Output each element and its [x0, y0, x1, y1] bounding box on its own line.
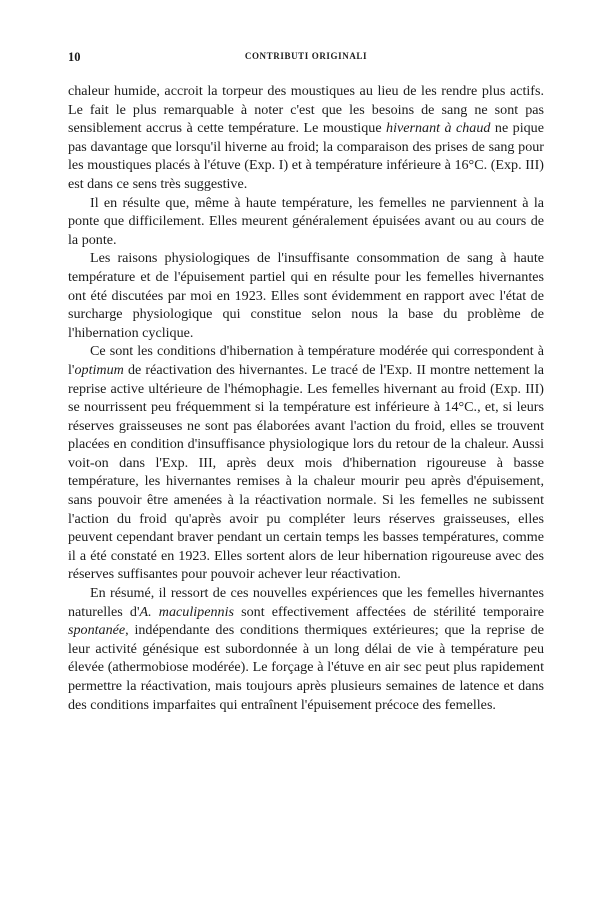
- text-run: sont effectivement affectées de stérilité temporaire: [233, 603, 544, 620]
- text-run: ne pique pas davantage que lorsqu'il hiverne au froid; la comparaison des prises de sang pour les moustiques placés à l'étuve (Exp. I) et à température inférieure à 16°C. (Exp. III) est dans ce sens très suggestive.: [68, 120, 544, 192]
- paragraph: [68, 584, 544, 714]
- text-run: Les raisons physiologiques de l'insuffisante consommation de sang à haute température et de l'épuisement partiel qui en résulte pour les femelles hivernantes ont été discutées par moi en 1923. Elles sont évidemment en rapport avec l'état de surcharge physiologique qui constitue selon nous la base du problème de l'hibernation cyclique.: [68, 250, 544, 341]
- text-run: Ce sont les conditions d'hibernation à température modérée qui correspondent à l': [68, 343, 544, 378]
- text-run: En résumé, il ressort de ces nouvelles expériences que les femelles hivernantes naturelles d': [68, 585, 544, 620]
- paragraph: [68, 194, 544, 250]
- text-run: de réactivation des hivernantes. Le tracé de l'Exp. II montre nettement la reprise active ultérieure de l'hémophagie. Les femelles hivernant au froid (Exp. III) se nourrissent peu fréquemment si la température est inférieure à 14°C., et, si leurs réserves graisseuses ne sont pas élaborées avant l'action du froid, elles se trouvent placées en condition d'insuffisance physiologique lors du retour de la chaleur. Aussi voit-on dans l'Exp. III, après deux mois d'hibernation rigoureuse à basse température, les hivernantes remises à la chaleur mourir peu après d'épuisement, sans pouvoir être amenées à la réactivation normale. Si les femelles ne subissent l'action du froid qu'après avoir pu compléter leurs réserves graisseuses, elles peuvent cependant braver pendant un certain temps les basses températures, comme il a été constaté en 1923. Elles sortent alors de leur hibernation rigoureuse avec des réserves suffisantes pour pouvoir achever leur réactivation.: [68, 361, 544, 583]
- text-run: Il en résulte que, même à haute température, les femelles ne parviennent à la ponte que difficilement. Elles meurent généralement épuisées avant ou au cours de la ponte.: [68, 194, 544, 248]
- italic-text: spontanée: [68, 622, 126, 639]
- paragraph: [68, 342, 544, 584]
- text-run: , indépendante des conditions thermiques extérieures; que la reprise de leur activité génésique est subordonnée à un long délai de vie à température peu élevée (athermobiose modérée). Le forçage à l'étuve en air sec peut plus rapidement permettre la réactivation, mais toujours après plusieurs semaines de latence et dans des conditions imparfaites qui entraînent l'épuisement précoce des femelles.: [68, 622, 544, 713]
- text-run: chaleur humide, accroit la torpeur des moustiques au lieu de les rendre plus actifs. Le fait le plus remarquable à noter c'est que les besoins de sang ne sont pas sensiblement accrus à cette température. Le moustique: [68, 83, 544, 137]
- italic-text: A. maculipennis: [139, 603, 234, 620]
- italic-text: optimum: [74, 361, 124, 378]
- page-header: [68, 50, 544, 68]
- running-head: CONTRIBUTI ORIGINALI: [244, 51, 368, 61]
- paragraph: [68, 82, 544, 194]
- page-number: 10: [68, 50, 81, 64]
- italic-text: hivernant à chaud: [386, 120, 491, 137]
- paragraph: [68, 249, 544, 342]
- body-text: [68, 82, 544, 714]
